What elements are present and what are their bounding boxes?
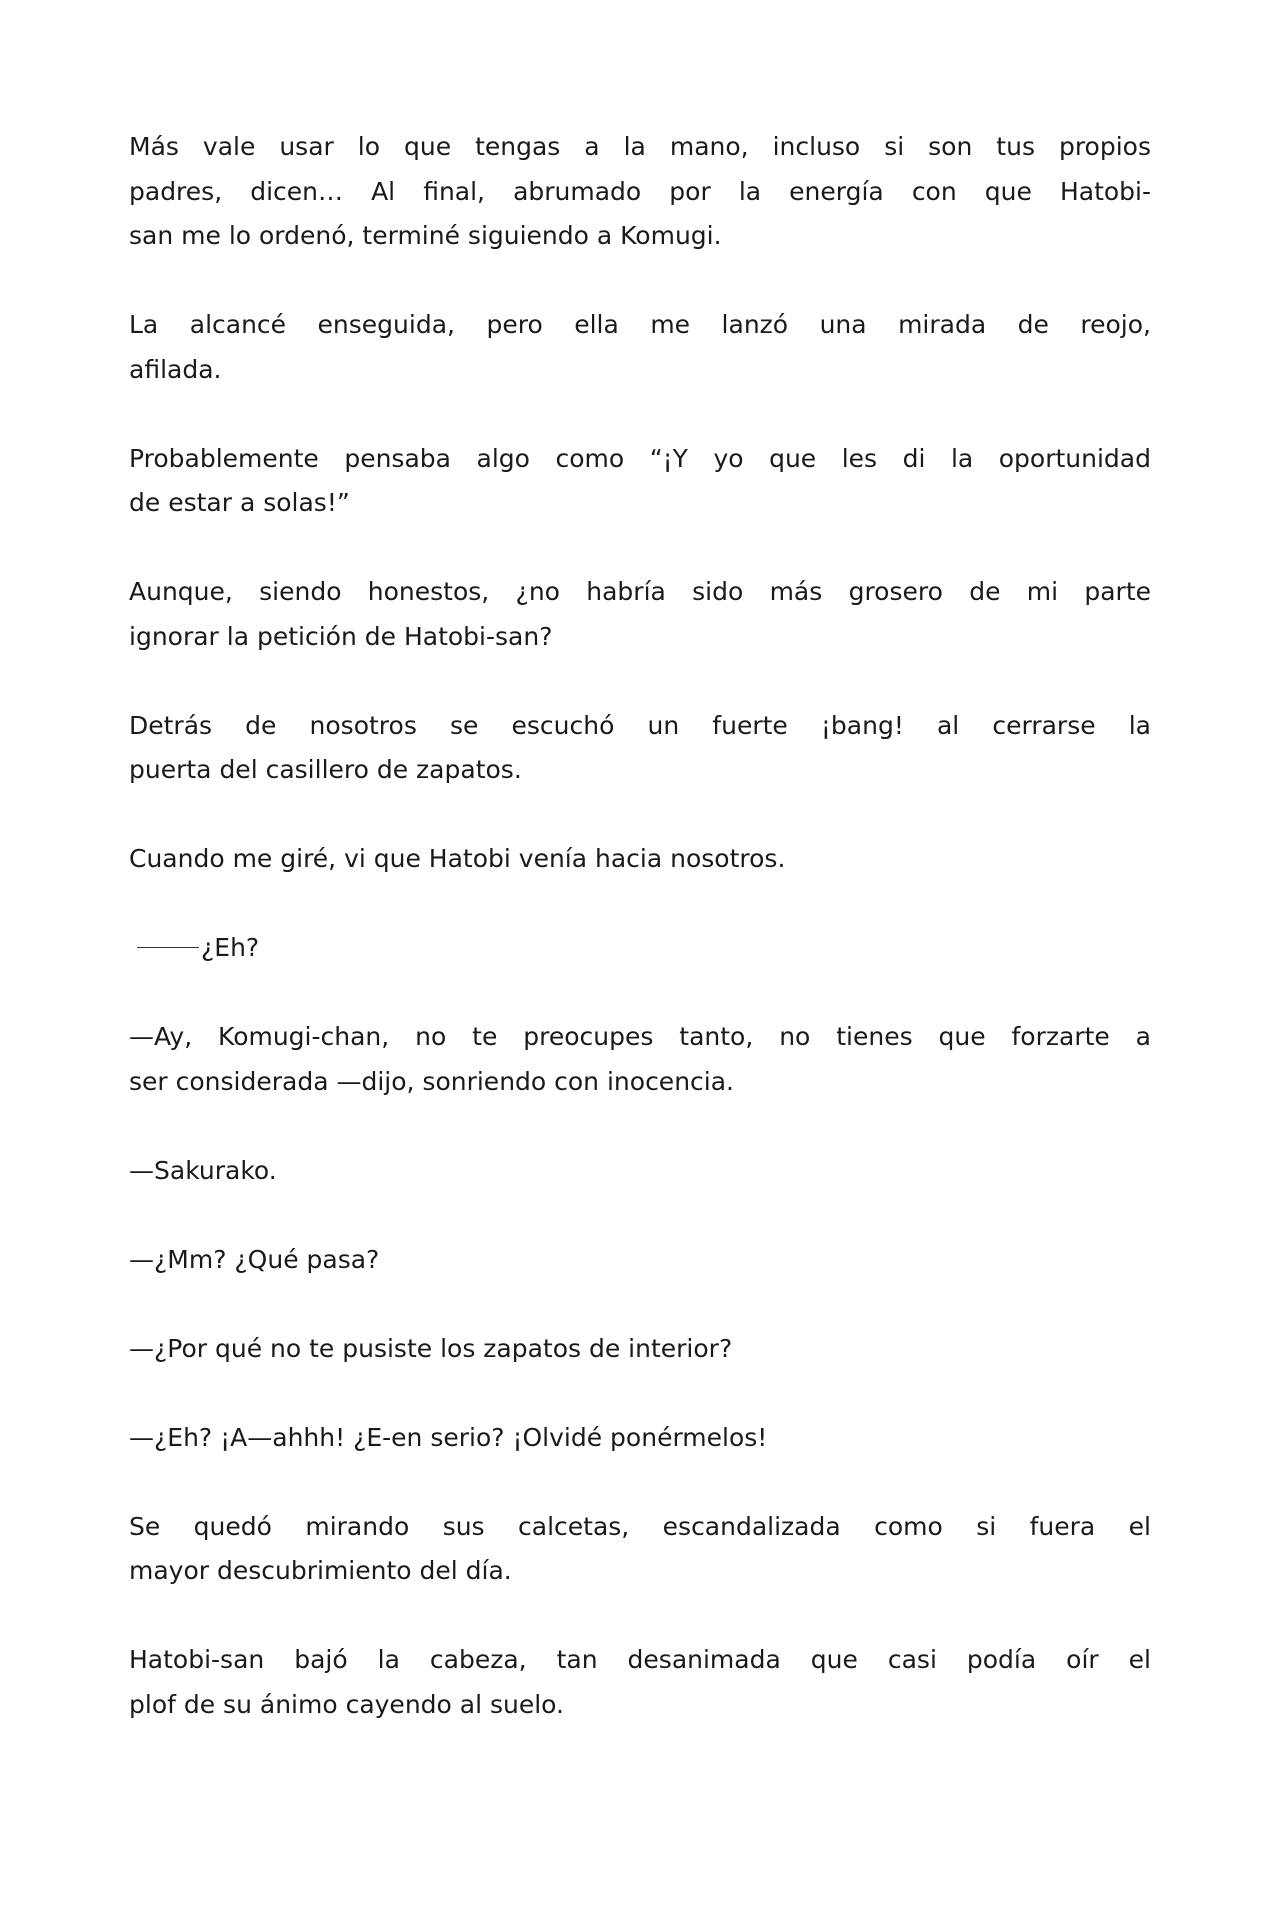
text-line (129, 837, 1151, 882)
text-line (129, 1327, 1151, 1372)
line-text: puerta del casillero de zapatos. (129, 755, 522, 784)
text-line (129, 170, 1151, 215)
text-line (129, 481, 1151, 526)
text-line (129, 704, 1151, 749)
paragraph (129, 1505, 1151, 1594)
text-line (129, 1638, 1151, 1683)
text-line (129, 437, 1151, 482)
text-line (129, 615, 1151, 660)
text-line (129, 1060, 1151, 1105)
text-line (129, 1683, 1151, 1728)
text-line (129, 1549, 1151, 1594)
line-text: padres, dicen… Al final, abrumado por la energía con que Hatobi- (129, 176, 1151, 206)
line-text: plof de su ánimo cayendo al suelo. (129, 1689, 564, 1719)
paragraph (129, 1638, 1151, 1727)
text-line (129, 1416, 1151, 1461)
line-text: afilada. (129, 354, 222, 384)
line-text: Más vale usar lo que tengas a la mano, incluso si son tus propios (129, 132, 1151, 161)
line-text: La alcancé enseguida, pero ella me lanzó una mirada de reojo, (129, 310, 1151, 339)
text-line (129, 1015, 1151, 1060)
text-line (129, 570, 1151, 615)
line-text: Detrás de nosotros se escuchó un fuerte ¡bang! al cerrarse la (129, 710, 1151, 740)
text-line (129, 1505, 1151, 1550)
text-line (129, 926, 1151, 971)
paragraph (129, 837, 1151, 882)
paragraph (129, 1149, 1151, 1194)
paragraph (129, 1015, 1151, 1104)
line-text: —¿Eh? ¡A—ahhh! ¿E-en serio? ¡Olvidé ponérmelos! (129, 1422, 768, 1452)
paragraph (129, 1416, 1151, 1461)
line-text: —Ay, Komugi-chan, no te preocupes tanto, no tienes que forzarte a (129, 1022, 1151, 1051)
paragraph (129, 125, 1151, 259)
line-text: Probablemente pensaba algo como “¡Y yo que les di la oportunidad (129, 443, 1151, 473)
line-text: mayor descubrimiento del día. (129, 1556, 512, 1585)
text-line (129, 1238, 1151, 1283)
text-line (129, 214, 1151, 259)
line-text: san me lo ordenó, terminé siguiendo a Komugi. (129, 221, 722, 250)
line-text: de estar a solas!” (129, 488, 350, 517)
line-text: Se quedó mirando sus calcetas, escandalizada como si fuera el (129, 1511, 1151, 1541)
text-line (129, 125, 1151, 170)
line-text: Hatobi-san bajó la cabeza, tan desanimada que casi podía oír el (129, 1645, 1151, 1674)
line-text: —¿Mm? ¿Qué pasa? (129, 1244, 380, 1274)
line-text: —¿Por qué no te pusiste los zapatos de interior? (129, 1333, 733, 1363)
text-line (129, 1149, 1151, 1194)
paragraph (129, 437, 1151, 526)
line-text: ¿Eh? (201, 933, 260, 962)
long-dash (137, 947, 199, 948)
text-line (129, 348, 1151, 393)
line-text: ser considerada —dijo, sonriendo con inocencia. (129, 1066, 734, 1096)
line-text: —Sakurako. (129, 1155, 277, 1185)
line-text: ignorar la petición de Hatobi-san? (129, 621, 553, 651)
paragraph (129, 704, 1151, 793)
paragraph (129, 1238, 1151, 1283)
text-line (129, 303, 1151, 348)
paragraph (129, 926, 1151, 971)
text-line (129, 748, 1151, 793)
line-text: Cuando me giré, vi que Hatobi venía hacia nosotros. (129, 844, 786, 873)
paragraph (129, 570, 1151, 659)
paragraph (129, 1327, 1151, 1372)
paragraph (129, 303, 1151, 392)
document-page (129, 125, 1151, 1772)
line-text: Aunque, siendo honestos, ¿no habría sido más grosero de mi parte (129, 577, 1151, 606)
